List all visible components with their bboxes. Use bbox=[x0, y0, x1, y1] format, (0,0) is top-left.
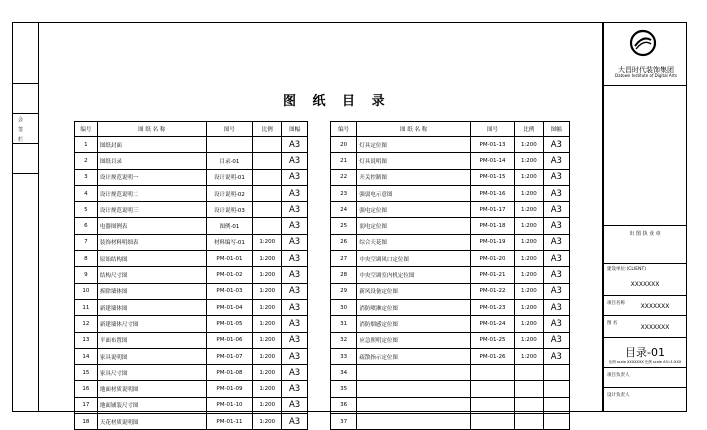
drawing-name: 原始结构图 bbox=[97, 251, 206, 267]
sheet-size: A3 bbox=[282, 397, 308, 413]
table-row bbox=[75, 218, 308, 234]
row-number: 25 bbox=[331, 218, 357, 234]
drawing-number: PM-01-26 bbox=[470, 348, 514, 364]
table-row bbox=[75, 381, 308, 397]
row-number: 34 bbox=[331, 365, 357, 381]
table-row bbox=[75, 185, 308, 201]
table-row bbox=[75, 202, 308, 218]
drawing-number: PM-01-02 bbox=[206, 267, 253, 283]
drawing-number: PM-01-04 bbox=[206, 299, 253, 315]
row-number: 22 bbox=[331, 169, 357, 185]
row-number: 26 bbox=[331, 234, 357, 250]
manager-area bbox=[604, 367, 686, 387]
row-number: 14 bbox=[75, 348, 98, 364]
drawing-number: 目录-01 bbox=[625, 346, 665, 359]
drawing-name: 消防喷淋定位图 bbox=[357, 299, 471, 315]
drawing-name: 消防烟感定位图 bbox=[357, 316, 471, 332]
table-row bbox=[331, 234, 570, 250]
sheet-size: A3 bbox=[282, 332, 308, 348]
drawing-number: PM-01-25 bbox=[470, 332, 514, 348]
scale bbox=[253, 169, 282, 185]
column-header: 图 纸 名 称 bbox=[357, 122, 471, 137]
scale bbox=[253, 202, 282, 218]
table-row bbox=[331, 202, 570, 218]
table-row bbox=[75, 316, 308, 332]
drawing-name: 地面铺装尺寸图 bbox=[97, 397, 206, 413]
table-row bbox=[75, 332, 308, 348]
drawing-name: 灯具定位图 bbox=[357, 137, 471, 153]
drawing-name: 新建墙体尺寸图 bbox=[97, 316, 206, 332]
scale bbox=[253, 137, 282, 153]
drawing-name: 新建墙体图 bbox=[97, 299, 206, 315]
sheet-size: A3 bbox=[543, 169, 569, 185]
table-header-row bbox=[331, 122, 570, 137]
sheet-size: A3 bbox=[282, 299, 308, 315]
scale: 1:200 bbox=[515, 299, 544, 315]
table-row bbox=[331, 218, 570, 234]
column-header: 图 纸 名 称 bbox=[97, 122, 206, 137]
drawing-index-table-left bbox=[74, 121, 308, 430]
table-row bbox=[331, 332, 570, 348]
binding-divider bbox=[13, 113, 38, 114]
drawing-name: 设计规范说明二 bbox=[97, 185, 206, 201]
scale: 1:200 bbox=[253, 283, 282, 299]
drawing-name: 中央空调室内机定位图 bbox=[357, 267, 471, 283]
drawing-name: 设计规范说明一 bbox=[97, 169, 206, 185]
column-header: 比例 bbox=[515, 122, 544, 137]
sheet-size: A3 bbox=[282, 348, 308, 364]
sheet-size: A3 bbox=[543, 137, 569, 153]
drawing-number bbox=[206, 137, 253, 153]
sheet-size: A3 bbox=[543, 283, 569, 299]
scale: 1:200 bbox=[515, 283, 544, 299]
row-number: 18 bbox=[75, 414, 98, 430]
table-header-row bbox=[75, 122, 308, 137]
row-number: 29 bbox=[331, 283, 357, 299]
sheet-size: A3 bbox=[543, 251, 569, 267]
table-row bbox=[331, 169, 570, 185]
row-number: 28 bbox=[331, 267, 357, 283]
scale: 1:200 bbox=[515, 267, 544, 283]
row-number: 8 bbox=[75, 251, 98, 267]
table-row bbox=[75, 234, 308, 250]
company-name: 大昌时代装饰集团 bbox=[618, 66, 674, 74]
scale: 1:200 bbox=[253, 267, 282, 283]
drawing-name: 图纸封面 bbox=[97, 137, 206, 153]
sheet-size: A3 bbox=[543, 267, 569, 283]
drawing-name-area bbox=[604, 315, 686, 337]
drawing-number: PM-01-18 bbox=[470, 218, 514, 234]
binding-divider bbox=[13, 173, 38, 174]
scale: 1:200 bbox=[515, 316, 544, 332]
drawing-name: 开关控制图 bbox=[357, 169, 471, 185]
project-label: 项目名称 bbox=[607, 301, 625, 306]
row-number: 20 bbox=[331, 137, 357, 153]
drawing-number: PM-01-17 bbox=[470, 202, 514, 218]
row-number: 3 bbox=[75, 169, 98, 185]
drawing-name: 家具尺寸图 bbox=[97, 365, 206, 381]
drawing-name: 疏散指示定位图 bbox=[357, 348, 471, 364]
drawing-number: PM-01-23 bbox=[470, 299, 514, 315]
drawing-name: 强弱电示意图 bbox=[357, 185, 471, 201]
row-number: 1 bbox=[75, 137, 98, 153]
sheet-size: A3 bbox=[282, 185, 308, 201]
drawing-number bbox=[470, 414, 514, 430]
table-row bbox=[331, 283, 570, 299]
column-header: 编号 bbox=[331, 122, 357, 137]
drawing-name: 新风设备定位图 bbox=[357, 283, 471, 299]
sheet-size: A3 bbox=[282, 218, 308, 234]
drawing-number: 图例-01 bbox=[206, 218, 253, 234]
drawing-number: PM-01-15 bbox=[470, 169, 514, 185]
drawing-number-area bbox=[604, 337, 686, 367]
scale: 1:200 bbox=[515, 137, 544, 153]
drawing-number: PM-01-20 bbox=[470, 251, 514, 267]
sheet-size: A3 bbox=[543, 185, 569, 201]
row-number: 4 bbox=[75, 185, 98, 201]
project-area bbox=[604, 295, 686, 315]
row-number: 33 bbox=[331, 348, 357, 364]
binding-divider bbox=[13, 83, 38, 84]
drawing-number: PM-01-16 bbox=[470, 185, 514, 201]
drawing-number: PM-01-03 bbox=[206, 283, 253, 299]
row-number: 17 bbox=[75, 397, 98, 413]
scale: 1:200 bbox=[515, 153, 544, 169]
drawing-number: PM-01-09 bbox=[206, 381, 253, 397]
table-row bbox=[75, 137, 308, 153]
column-header: 编号 bbox=[75, 122, 98, 137]
row-number: 15 bbox=[75, 365, 98, 381]
scale: 1:200 bbox=[253, 332, 282, 348]
binding-mark: 会 bbox=[18, 117, 24, 123]
scale: 1:200 bbox=[515, 251, 544, 267]
scale bbox=[515, 381, 544, 397]
row-number: 24 bbox=[331, 202, 357, 218]
scale: 1:200 bbox=[253, 365, 282, 381]
scale: 1:200 bbox=[253, 251, 282, 267]
drawing-label: 图 名 bbox=[607, 321, 618, 326]
drawing-name: 拆除墙体图 bbox=[97, 283, 206, 299]
row-number: 37 bbox=[331, 414, 357, 430]
sheet-size: A3 bbox=[543, 316, 569, 332]
column-header: 图幅 bbox=[282, 122, 308, 137]
drawing-name: 电器图例表 bbox=[97, 218, 206, 234]
sheet-size bbox=[543, 381, 569, 397]
row-number: 9 bbox=[75, 267, 98, 283]
drawing-name: 装饰材料明细表 bbox=[97, 234, 206, 250]
row-number: 23 bbox=[331, 185, 357, 201]
row-number: 13 bbox=[75, 332, 98, 348]
stamp-area bbox=[604, 225, 686, 263]
sheet-size: A3 bbox=[543, 153, 569, 169]
row-number: 12 bbox=[75, 316, 98, 332]
table-row bbox=[75, 169, 308, 185]
row-number: 35 bbox=[331, 381, 357, 397]
drawing-number bbox=[470, 365, 514, 381]
drawing-number: PM-01-05 bbox=[206, 316, 253, 332]
column-header: 图号 bbox=[206, 122, 253, 137]
scale: 1:200 bbox=[253, 397, 282, 413]
stamp-label: 出 图 执 业 章 bbox=[629, 231, 661, 237]
row-number: 10 bbox=[75, 283, 98, 299]
designer-area bbox=[604, 387, 686, 411]
drawing-number: 设计说明-02 bbox=[206, 185, 253, 201]
sheet-size: A3 bbox=[282, 251, 308, 267]
row-number: 6 bbox=[75, 218, 98, 234]
sheet-size: A3 bbox=[282, 365, 308, 381]
scale: 1:200 bbox=[515, 202, 544, 218]
sheet-size: A3 bbox=[282, 202, 308, 218]
scale: 1:200 bbox=[253, 299, 282, 315]
drawing-name: 弱电定位图 bbox=[357, 218, 471, 234]
scale-line: 比例 scale XXXXXXX 比例 scale A3=1:XXX bbox=[608, 360, 682, 364]
row-number: 36 bbox=[331, 397, 357, 413]
binding-mark: 签 bbox=[18, 127, 24, 133]
drawing-name: 强电定位图 bbox=[357, 202, 471, 218]
sheet-size: A3 bbox=[543, 299, 569, 315]
drawing-name: 结构尺寸图 bbox=[97, 267, 206, 283]
scale: 1:200 bbox=[515, 218, 544, 234]
table-row bbox=[331, 365, 570, 381]
drawing-number: PM-01-10 bbox=[206, 397, 253, 413]
scale: 1:200 bbox=[253, 234, 282, 250]
row-number: 31 bbox=[331, 316, 357, 332]
table-row bbox=[75, 251, 308, 267]
sheet-size: A3 bbox=[282, 137, 308, 153]
drawing-name: 家具说明图 bbox=[97, 348, 206, 364]
sheet-size: A3 bbox=[282, 283, 308, 299]
client-label: 建设单位:(CLIENT) bbox=[607, 267, 646, 272]
table-row bbox=[331, 299, 570, 315]
manager-label: 项目负责人 bbox=[607, 373, 630, 378]
drawing-name: 应急照明定位图 bbox=[357, 332, 471, 348]
sheet-size: A3 bbox=[543, 234, 569, 250]
scale bbox=[253, 153, 282, 169]
company-name-en: Datown Institute of Digital Arts bbox=[615, 73, 677, 78]
drawing-name: 地面材质说明图 bbox=[97, 381, 206, 397]
drawing-number: 设计说明-03 bbox=[206, 202, 253, 218]
title-block bbox=[603, 22, 687, 412]
drawing-name: 图纸目录 bbox=[97, 153, 206, 169]
drawing-number: 材料编写-01 bbox=[206, 234, 253, 250]
scale: 1:200 bbox=[515, 185, 544, 201]
sheet-size: A3 bbox=[543, 202, 569, 218]
sheet-size bbox=[543, 414, 569, 430]
drawing-name: 综合天花图 bbox=[357, 234, 471, 250]
table-row bbox=[75, 153, 308, 169]
drawing-number: PM-01-08 bbox=[206, 365, 253, 381]
drawing-number: 目录-01 bbox=[206, 153, 253, 169]
scale: 1:200 bbox=[515, 169, 544, 185]
drawing-name: 中央空调风口定位图 bbox=[357, 251, 471, 267]
binding-strip bbox=[12, 22, 38, 412]
table-row bbox=[75, 299, 308, 315]
column-header: 比例 bbox=[253, 122, 282, 137]
drawing-number: PM-01-14 bbox=[470, 153, 514, 169]
table-row bbox=[75, 283, 308, 299]
sheet-size: A3 bbox=[543, 332, 569, 348]
drawing-number: PM-01-24 bbox=[470, 316, 514, 332]
table-row bbox=[331, 153, 570, 169]
table-row bbox=[75, 414, 308, 430]
page-title: 图 纸 目 录 bbox=[283, 94, 391, 109]
drawing-value: XXXXXXX bbox=[640, 324, 670, 331]
scale: 1:200 bbox=[253, 316, 282, 332]
sheet-size: A3 bbox=[282, 381, 308, 397]
table-row bbox=[331, 316, 570, 332]
scale: 1:200 bbox=[253, 348, 282, 364]
blank-area bbox=[604, 85, 686, 225]
drawing-index-table-right bbox=[330, 121, 570, 430]
drawing-number: PM-01-07 bbox=[206, 348, 253, 364]
table-row bbox=[331, 137, 570, 153]
drawing-number: PM-01-21 bbox=[470, 267, 514, 283]
table-row bbox=[331, 251, 570, 267]
scale: 1:200 bbox=[515, 234, 544, 250]
scale: 1:200 bbox=[253, 381, 282, 397]
row-number: 27 bbox=[331, 251, 357, 267]
row-number: 11 bbox=[75, 299, 98, 315]
sheet-size: A3 bbox=[282, 234, 308, 250]
sheet-size: A3 bbox=[282, 153, 308, 169]
scale bbox=[515, 365, 544, 381]
company-logo-icon bbox=[629, 29, 657, 57]
designer-label: 设计负责人 bbox=[607, 393, 630, 398]
table-row bbox=[331, 414, 570, 430]
drawing-name bbox=[357, 414, 471, 430]
table-row bbox=[75, 365, 308, 381]
client-value: XXXXXXX bbox=[630, 281, 660, 288]
drawing-number: PM-01-22 bbox=[470, 283, 514, 299]
drawing-number: PM-01-01 bbox=[206, 251, 253, 267]
column-header: 图幅 bbox=[543, 122, 569, 137]
drawing-number: PM-01-06 bbox=[206, 332, 253, 348]
scale bbox=[253, 218, 282, 234]
drawing-name: 平面布置图 bbox=[97, 332, 206, 348]
scale: 1:200 bbox=[253, 414, 282, 430]
client-area bbox=[604, 263, 686, 295]
drawing-name: 设计规范说明三 bbox=[97, 202, 206, 218]
scale: 1:200 bbox=[515, 332, 544, 348]
row-number: 5 bbox=[75, 202, 98, 218]
drawing-number: PM-01-13 bbox=[470, 137, 514, 153]
row-number: 30 bbox=[331, 299, 357, 315]
row-number: 21 bbox=[331, 153, 357, 169]
drawing-name: 天花材质说明图 bbox=[97, 414, 206, 430]
drawing-name bbox=[357, 365, 471, 381]
table-row bbox=[331, 267, 570, 283]
table-row bbox=[331, 185, 570, 201]
row-number: 7 bbox=[75, 234, 98, 250]
sheet-size: A3 bbox=[282, 414, 308, 430]
table-row bbox=[75, 348, 308, 364]
sheet-size: A3 bbox=[282, 267, 308, 283]
drawing-number: PM-01-19 bbox=[470, 234, 514, 250]
binding-mark: 栏 bbox=[18, 137, 24, 143]
table-row bbox=[331, 381, 570, 397]
drawing-name: 灯具说明图 bbox=[357, 153, 471, 169]
drawing-number: PM-01-11 bbox=[206, 414, 253, 430]
table-row bbox=[331, 348, 570, 364]
column-header: 图号 bbox=[470, 122, 514, 137]
scale bbox=[253, 185, 282, 201]
drawing-number bbox=[470, 381, 514, 397]
row-number: 32 bbox=[331, 332, 357, 348]
scale: 1:200 bbox=[515, 348, 544, 364]
table-row bbox=[75, 267, 308, 283]
scale bbox=[515, 414, 544, 430]
sheet-size: A3 bbox=[282, 169, 308, 185]
drawing-name bbox=[357, 381, 471, 397]
sheet-size bbox=[543, 365, 569, 381]
sheet-size: A3 bbox=[543, 348, 569, 364]
drawing-number: 设计说明-01 bbox=[206, 169, 253, 185]
binding-divider bbox=[13, 143, 38, 144]
sheet-size: A3 bbox=[282, 316, 308, 332]
project-value: XXXXXXX bbox=[640, 303, 670, 310]
row-number: 16 bbox=[75, 381, 98, 397]
sheet-size: A3 bbox=[543, 218, 569, 234]
row-number: 2 bbox=[75, 153, 98, 169]
